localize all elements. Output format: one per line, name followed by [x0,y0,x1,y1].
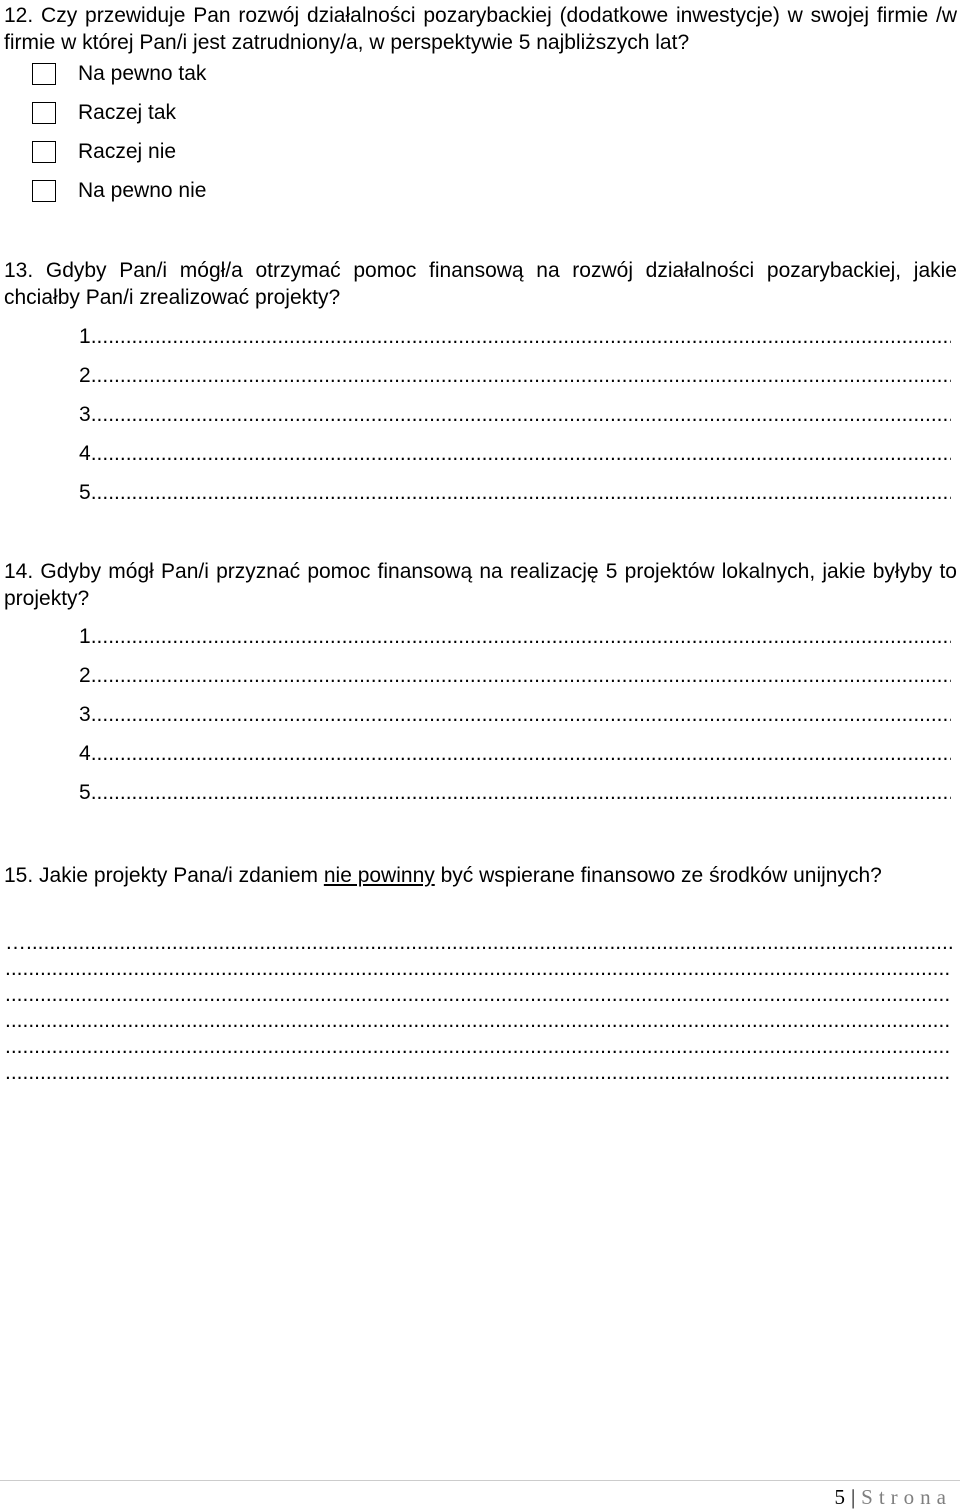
answer-number: 5 [79,481,91,504]
free-answer-line[interactable] [5,1034,952,1060]
question-13-text: 13. Gdyby Pan/i mógł/a otrzymać pomoc finansową na rozwój działalności pozarybackiej, jakie chciałby Pan/i zrealizować projekty? [4,259,957,309]
page-word: Strona [861,1485,952,1509]
free-answer-line[interactable] [5,1008,952,1034]
answer-number: 4 [79,442,91,465]
free-answer-line[interactable] [5,930,952,956]
answer-number: 4 [79,742,91,765]
answer-line[interactable] [79,624,951,650]
question-12-text: 12. Czy przewiduje Pan rozwój działalności pozarybackiej (dodatkowe inwestycje) w swojej firmie /w firmie w której Pan/i jest zatrudniony/a, w perspektywie 5 najbliższych lat? [4,4,957,54]
footer-divider [0,1480,960,1481]
free-answer-line[interactable] [5,956,952,982]
option-label: Raczej nie [78,140,177,163]
option-raczej-nie[interactable] [32,139,176,165]
option-na-pewno-nie[interactable] [32,178,206,204]
checkbox[interactable] [32,63,56,85]
answer-line[interactable] [79,741,951,767]
page-footer [834,1484,952,1510]
footer-separator: | [850,1485,856,1509]
answer-number: 1 [79,325,91,348]
free-answer-line[interactable] [5,1060,952,1086]
question-15-text-end: być wspierane finansowo ze środków unijnych? [434,864,882,887]
answer-number: 2 [79,664,91,687]
checkbox[interactable] [32,141,56,163]
question-15-text-start: 15. Jakie projekty Pana/i zdaniem [4,864,324,887]
option-raczej-tak[interactable] [32,100,176,126]
question-15-text [4,862,957,889]
answer-number: 1 [79,625,91,648]
answer-line[interactable] [79,663,951,689]
answer-number: 5 [79,781,91,804]
option-label: Raczej tak [78,101,177,124]
answer-line[interactable] [79,780,951,806]
answer-number: 3 [79,403,91,426]
answer-line[interactable] [79,702,951,728]
answer-line[interactable] [79,324,951,350]
option-label: Na pewno tak [78,62,207,85]
option-na-pewno-tak[interactable] [32,61,206,87]
checkbox[interactable] [32,102,56,124]
answer-line[interactable] [79,402,951,428]
answer-line[interactable] [79,480,951,506]
question-15-emphasis: nie powinny [323,864,435,887]
page-number: 5 [834,1485,845,1509]
answer-number: 2 [79,364,91,387]
answer-line[interactable] [79,441,951,467]
line-prefix: … [5,931,26,954]
checkbox[interactable] [32,180,56,202]
answer-number: 3 [79,703,91,726]
option-label: Na pewno nie [78,179,207,202]
answer-line[interactable] [79,363,951,389]
free-answer-line[interactable] [5,982,952,1008]
question-14-text: 14. Gdyby mógł Pan/i przyznać pomoc finansową na realizację 5 projektów lokalnych, jakie byłyby to projekty? [4,560,957,610]
